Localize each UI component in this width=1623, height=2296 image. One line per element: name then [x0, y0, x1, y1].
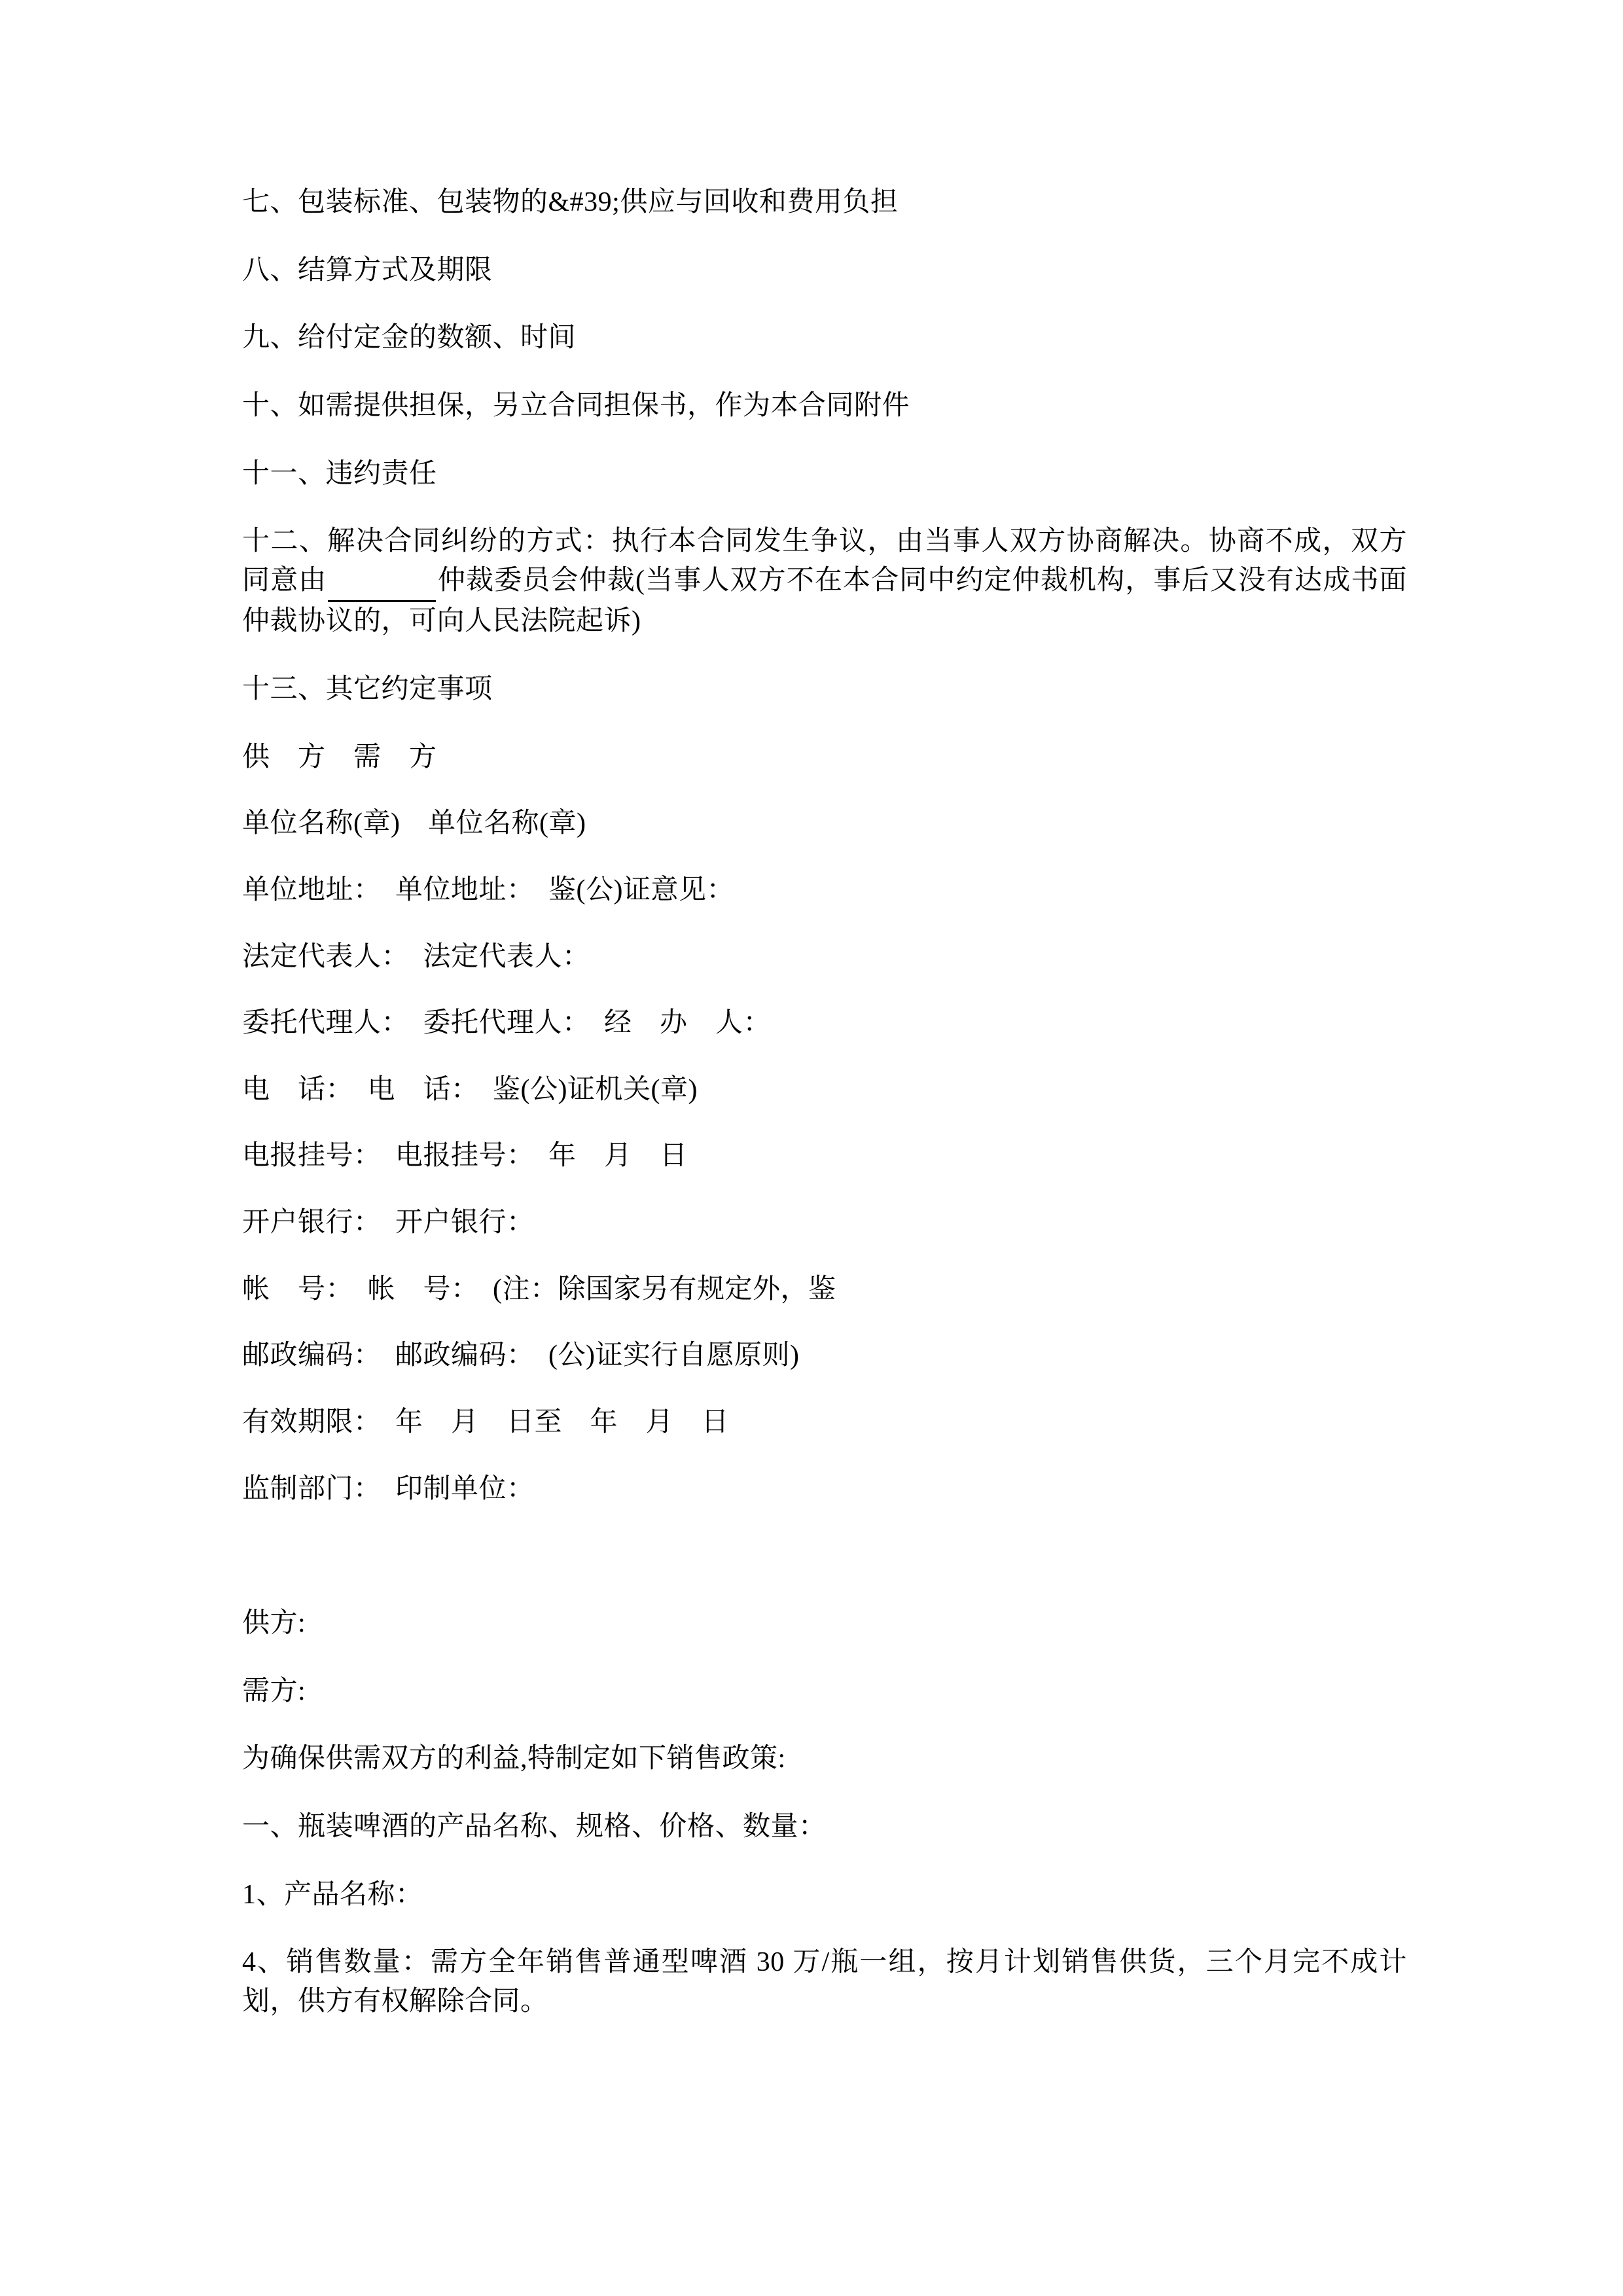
clause-item-11: 十一、违约责任	[242, 458, 437, 489]
buyer-label: 需方:	[242, 1676, 306, 1706]
clause-item-10: 十、如需提供担保，另立合同担保书，作为本合同附件	[242, 390, 910, 421]
arbitration-blank-field[interactable]	[328, 562, 436, 603]
signature-line-parties: 供 方 需 方	[242, 742, 437, 772]
signature-line-account: 帐 号： 帐 号： (注：除国家另有规定外，鉴	[242, 1274, 836, 1304]
signature-line-bank: 开户银行： 开户银行：	[242, 1208, 535, 1238]
signature-line-phone: 电 话： 电 话： 鉴(公)证机关(章)	[242, 1074, 698, 1105]
clause-item-7: 七、包装标准、包装物的&#39;供应与回收和费用负担	[242, 187, 899, 217]
signature-line-unit-address: 单位地址： 单位地址： 鉴(公)证意见：	[242, 874, 734, 905]
clause-item-9: 九、给付定金的数额、时间	[242, 323, 577, 353]
signature-line-postcode: 邮政编码： 邮政编码： (公)证实行自愿原则)	[242, 1340, 800, 1371]
document-body	[242, 183, 1407, 2022]
clause-item-8: 八、结算方式及期限	[242, 255, 493, 285]
supplier-label: 供方:	[242, 1608, 306, 1639]
signature-line-agent: 委托代理人： 委托代理人： 经 办 人：	[242, 1008, 772, 1039]
clause-12-text-part2: 仲裁委员会仲裁(当事人双方不在本合同中约定仲裁机构，事后又没有达成书面仲裁协议的，可向人民法院起诉)	[242, 565, 1407, 637]
signature-line-validity: 有效期限： 年 月 日至 年 月 日	[242, 1407, 730, 1437]
signature-line-supervision: 监制部门： 印制单位：	[242, 1473, 535, 1504]
signature-line-telegram: 电报挂号： 电报挂号： 年 月 日	[242, 1141, 688, 1172]
clause-item-13: 十三、其它约定事项	[242, 674, 493, 704]
signature-line-unit-name: 单位名称(章) 单位名称(章)	[242, 808, 586, 839]
policy-item-one-sub-1: 1、产品名称：	[242, 1879, 423, 1910]
clause-12-text-part1: 十二、解决合同纠纷的方式：执行本合同发生争议，由当事人双方协商解决。协商不成，双方同意由	[242, 526, 1407, 596]
signature-line-legal-rep: 法定代表人： 法定代表人：	[242, 941, 590, 972]
clause-item-12	[242, 522, 1407, 641]
section-gap	[242, 1536, 1407, 1604]
policy-item-one: 一、瓶装啤酒的产品名称、规格、价格、数量：	[242, 1812, 827, 1842]
policy-item-four: 4、销售数量：需方全年销售普通型啤酒 30 万/瓶一组，按月计划销售供货，三个月完不成计划，供方有权解除合同。	[242, 1947, 1407, 2017]
signature-block	[242, 738, 1407, 1509]
policy-intro: 为确保供需双方的利益,特制定如下销售政策:	[242, 1744, 786, 1774]
